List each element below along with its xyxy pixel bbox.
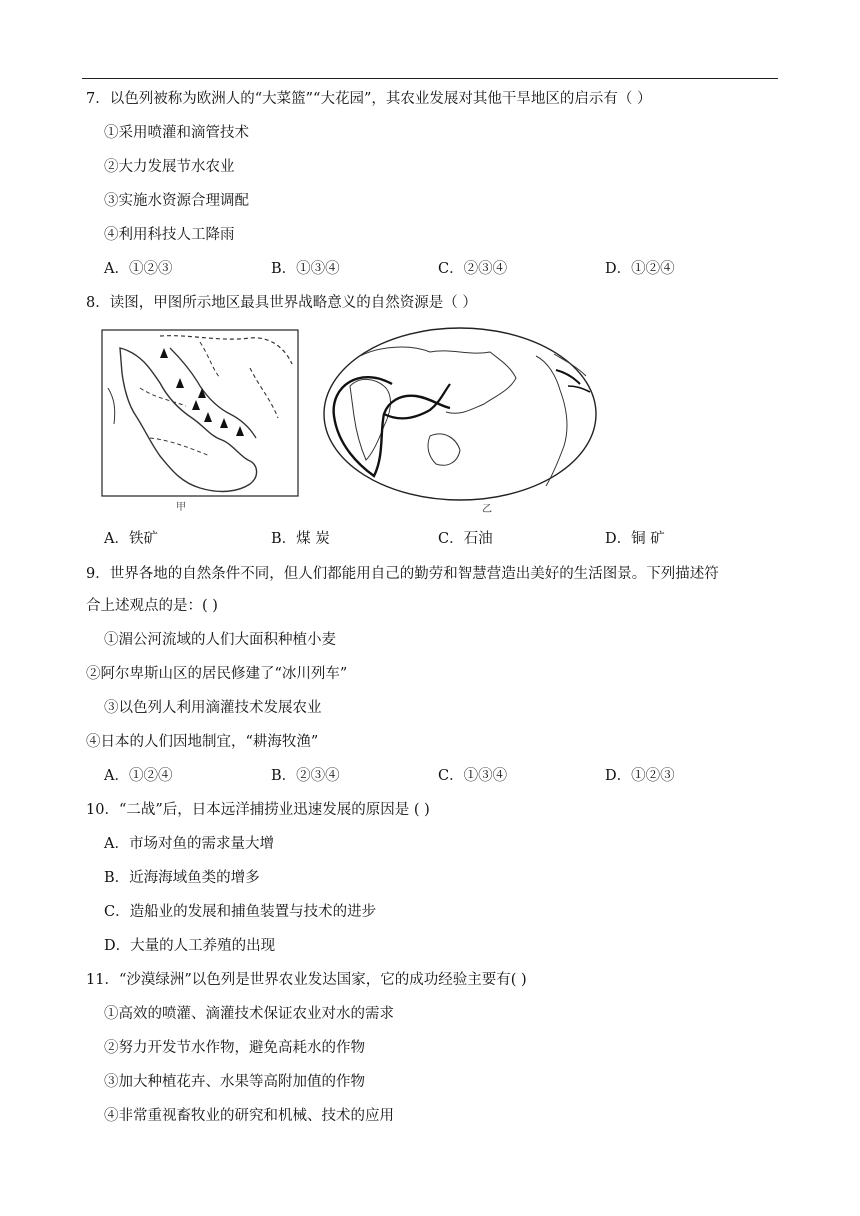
question-11-item-1: ①高效的喷灌、滴灌技术保证农业对水的需求 bbox=[104, 1006, 394, 1022]
question-10-choice-a[interactable]: A．市场对鱼的需求量大增 bbox=[104, 836, 274, 852]
question-8-choices bbox=[104, 529, 764, 549]
map-label-jia: 甲 bbox=[176, 502, 186, 513]
question-7-stem: 7．以色列被称为欧洲人的“大菜篮”“大花园”，其农业发展对其他干旱地区的启示有（ ） bbox=[86, 91, 652, 107]
question-7-choices bbox=[104, 259, 764, 279]
question-8-stem: 8．读图，甲图所示地区最具世界战略意义的自然资源是（ ） bbox=[86, 295, 477, 311]
map-label-yi: 乙 bbox=[482, 504, 492, 515]
question-7-choice-b[interactable]: B．①③④ bbox=[271, 261, 340, 277]
question-9-item-3: ③以色列人利用滴灌技术发展农业 bbox=[104, 700, 322, 716]
question-9-choice-c[interactable]: C．①③④ bbox=[438, 768, 508, 784]
question-9-item-2: ②阿尔卑斯山区的居民修建了“冰川列车” bbox=[86, 666, 348, 682]
question-7-item-1: ①采用喷灌和滴管技术 bbox=[104, 125, 249, 141]
question-8-choice-a[interactable]: A．铁矿 bbox=[104, 531, 158, 547]
question-10-stem: 10．“二战”后，日本远洋捕捞业迅速发展的原因是 ( ) bbox=[86, 802, 430, 818]
question-11-item-3: ③加大种植花卉、水果等高附加值的作物 bbox=[104, 1074, 365, 1090]
question-10-choice-d[interactable]: D．大量的人工养殖的出现 bbox=[104, 938, 276, 954]
question-8-choice-d[interactable]: D．铜 矿 bbox=[605, 531, 665, 547]
question-9-item-4: ④日本的人们因地制宜，“耕海牧渔” bbox=[86, 734, 319, 750]
header-rule bbox=[82, 78, 778, 79]
question-9-choice-a[interactable]: A．①②④ bbox=[104, 768, 173, 784]
question-11-stem: 11．“沙漠绿洲”以色列是世界农业发达国家，它的成功经验主要有( ) bbox=[86, 972, 527, 988]
question-9-stem-line-2: 合上述观点的是：( ) bbox=[86, 598, 218, 614]
question-7-choice-a[interactable]: A．①②③ bbox=[104, 261, 173, 277]
question-7-item-3: ③实施水资源合理调配 bbox=[104, 193, 249, 209]
question-11-item-2: ②努力开发节水作物，避免高耗水的作物 bbox=[104, 1040, 365, 1056]
question-9-item-1: ①湄公河流域的人们大面积种植小麦 bbox=[104, 632, 336, 648]
question-7-item-2: ②大力发展节水农业 bbox=[104, 159, 235, 175]
question-9-choice-b[interactable]: B．②③④ bbox=[271, 768, 340, 784]
map-figure-yi bbox=[320, 326, 600, 516]
question-7-choice-d[interactable]: D．①②④ bbox=[605, 261, 675, 277]
question-11-item-4: ④非常重视畜牧业的研究和机械、技术的应用 bbox=[104, 1108, 394, 1124]
question-9-choice-d[interactable]: D．①②③ bbox=[605, 768, 675, 784]
world-oil-route-map bbox=[320, 326, 600, 516]
question-8-choice-c[interactable]: C．石油 bbox=[438, 531, 493, 547]
question-7-item-4: ④利用科技人工降雨 bbox=[104, 227, 235, 243]
question-8-choice-b[interactable]: B．煤 炭 bbox=[271, 531, 330, 547]
middle-east-map bbox=[100, 328, 300, 514]
question-9-stem-line-1: 9．世界各地的自然条件不同，但人们都能用自己的勤劳和智慧营造出美好的生活图景。下列描述符 bbox=[86, 566, 719, 582]
question-10-choice-c[interactable]: C．造船业的发展和捕鱼装置与技术的进步 bbox=[104, 904, 377, 920]
map-figure-jia bbox=[100, 328, 300, 514]
question-10-choice-b[interactable]: B．近海海域鱼类的增多 bbox=[104, 870, 260, 886]
question-7-choice-c[interactable]: C．②③④ bbox=[438, 261, 508, 277]
question-9-choices bbox=[104, 766, 764, 786]
